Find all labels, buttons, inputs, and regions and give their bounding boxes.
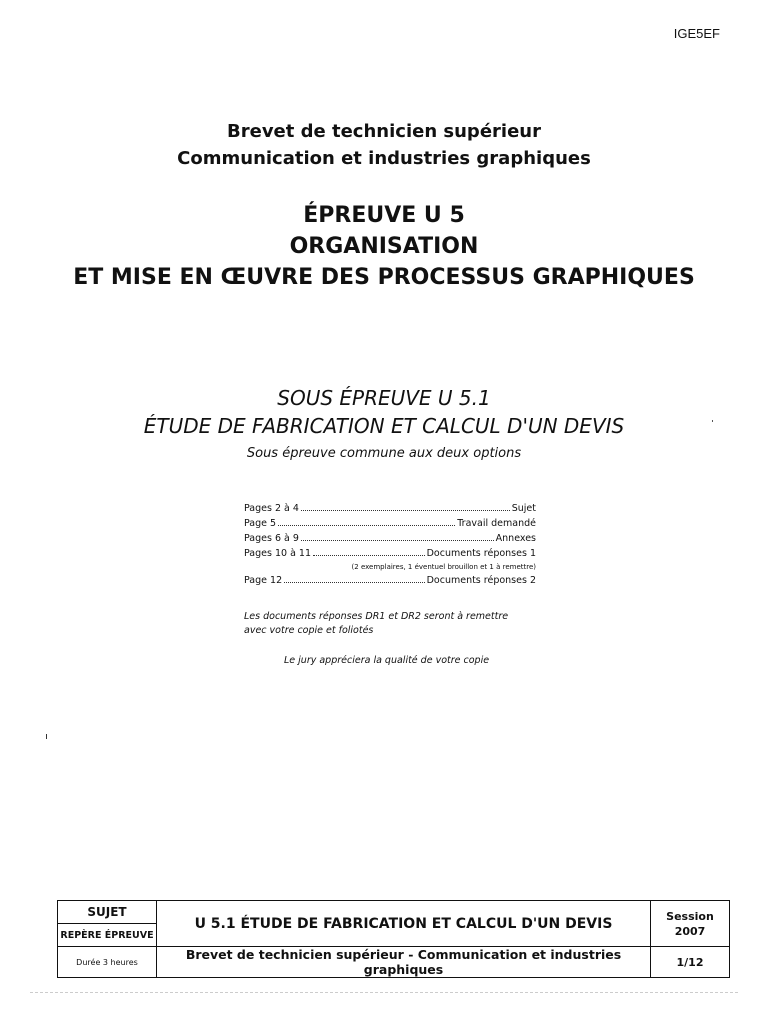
remark-line-1: Les documents réponses DR1 et DR2 seront à remettre <box>244 611 509 622</box>
footer-table <box>57 900 730 978</box>
leader-dots <box>301 510 510 511</box>
footer-dashed-line <box>30 992 738 993</box>
footer-diploma-cell: Brevet de technicien supérieur - Communication et industries graphiques <box>157 947 651 978</box>
repere-epreuve-cell: REPÈRE ÉPREUVE <box>58 924 157 947</box>
sub-exam-block <box>0 384 768 461</box>
session-year: 2007 <box>674 924 706 938</box>
contents-label: Documents réponses 1 <box>426 548 536 559</box>
exam-title <box>0 200 768 293</box>
duration-cell: Durée 3 heures <box>58 947 157 978</box>
sub-exam-code: SOUS ÉPREUVE U 5.1 <box>277 386 491 410</box>
diploma-name: Brevet de technicien supérieur <box>227 121 541 142</box>
document-code: IGE5EF <box>673 26 720 41</box>
session-label: Session <box>666 909 714 923</box>
contents-pages: Page 12 <box>244 575 283 586</box>
contents-row <box>244 518 536 533</box>
page-contents-list <box>244 503 536 590</box>
contents-row <box>244 503 536 518</box>
leader-dots <box>284 582 424 583</box>
leader-dots <box>301 540 494 541</box>
scan-mark <box>46 734 47 739</box>
footer-main-title <box>157 901 651 947</box>
scan-mark <box>712 420 713 422</box>
contents-label: Documents réponses 2 <box>426 575 536 586</box>
sujet-cell: SUJET <box>58 901 157 924</box>
footer-main-title-text: U 5.1 ÉTUDE DE FABRICATION ET CALCUL D'UN DEVIS <box>194 915 613 932</box>
contents-note: (2 exemplaires, 1 éventuel brouillon et 1 à remettre) <box>351 563 536 571</box>
page-number-cell: 1/12 <box>651 947 730 978</box>
diploma-specialty: Communication et industries graphiques <box>177 148 591 169</box>
contents-row <box>244 548 536 563</box>
leader-dots <box>313 555 425 556</box>
contents-pages: Pages 6 à 9 <box>244 533 299 544</box>
sub-exam-title: ÉTUDE DE FABRICATION ET CALCUL D'UN DEVIS <box>143 414 625 438</box>
exam-title-line-1: ÉPREUVE U 5 <box>303 203 465 228</box>
contents-label: Annexes <box>495 533 536 544</box>
diploma-header <box>0 118 768 172</box>
exam-title-line-3: ET MISE EN ŒUVRE DES PROCESSUS GRAPHIQUES <box>73 265 695 290</box>
contents-pages: Pages 10 à 11 <box>244 548 312 559</box>
contents-pages: Pages 2 à 4 <box>244 503 299 514</box>
submission-remark <box>244 610 508 638</box>
exam-title-line-2: ORGANISATION <box>289 234 479 259</box>
contents-row <box>244 533 536 548</box>
contents-label: Travail demandé <box>457 518 536 529</box>
session-cell <box>651 901 730 947</box>
contents-pages: Page 5 <box>244 518 277 529</box>
jury-note: Le jury appréciera la qualité de votre copie <box>284 655 490 666</box>
remark-line-2: avec votre copie et foliotés <box>244 625 374 636</box>
leader-dots <box>278 525 455 526</box>
sub-exam-note: Sous épreuve commune aux deux options <box>246 446 522 461</box>
contents-row <box>244 575 536 590</box>
contents-label: Sujet <box>511 503 536 514</box>
